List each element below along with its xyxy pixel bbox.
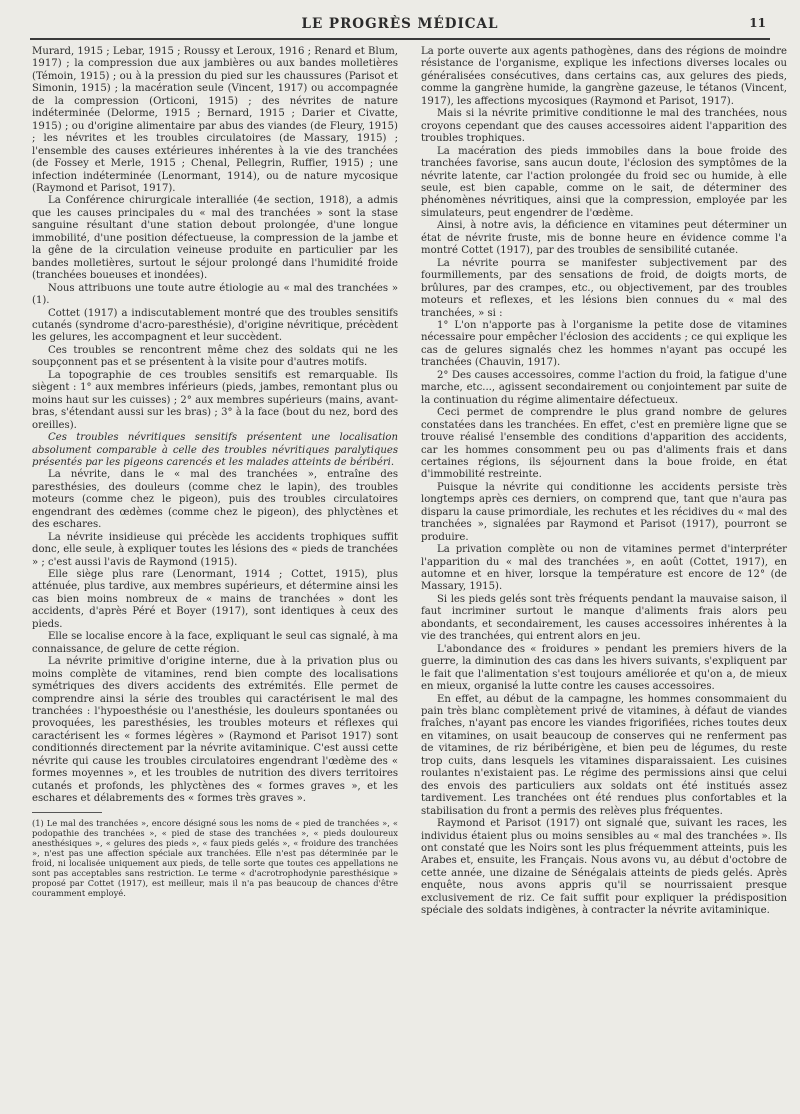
paragraph-italic: Ces troubles névritiques sensitifs présentent une localisation absolument comparable à celle des troubles névritiques paralytiques présentés par les pigeons carencés et les malades atteints de béribéri.: [32, 432, 398, 468]
paragraph: La topographie de ces troubles sensitifs est remarquable. Ils siègent : 1° aux membres inférieurs (pieds, jambes, remontant plus ou moins haut sur les cuisses) ; 2° aux membres supérieurs (mains, avant-bras, s'étendant aussi sur les bras) ; 3° à la face (bout du nez, bord des oreilles).: [32, 369, 398, 431]
paragraph: La porte ouverte aux agents pathogènes, dans des régions de moindre résistance de l'organisme, explique les infections diverses locales ou généralisées consécutives, dans certains cas, aux gelures des pieds, comme la gangrène humide, la gangrène gazeuse, le tétanos (Vincent, 1917), les affections mycosiques (Raymond et Parisot, 1917).: [421, 46, 787, 107]
footnote-divider: [32, 812, 102, 813]
paragraph: La Conférence chirurgicale interalliée (4e section, 1918), a admis que les causes principales du « mal des tranchées » sont la stase sanguine résultant d'une station debout prolongée, d'une longue immobilité, d'une position défectueuse, la compression de la jambe et la gêne de la circulation veineuse produite en particulier par les bandes molletières, surtout le séjour prolongé dans l'humidité froide (tranchées boueuses et inondées).: [32, 195, 398, 282]
page-number: 11: [749, 16, 766, 30]
paragraph: Mais si la névrite primitive conditionne le mal des tranchées, nous croyons cependant que des causes accessoires aident l'apparition des troubles trophiques.: [421, 108, 787, 145]
paragraph: En effet, au début de la campagne, les hommes consommaient du pain très blanc complètement privé de vitamines, à défaut de viandes fraîches, n'ayant pas encore les viandes frigorifiées, riches toutes deux en vitamines, on usait beaucoup de conserves qui ne renferment pas de vitamines, de riz béribérigène, et bien peu de légumes, du reste trop cuits, dans lesquels les vitamines disparaissaient. Les cuisines roulantes n'existaient pas. Le régime des permissions ainsi que celui des envois des particuliers aux soldats ont été institués assez tardivement. Les tranchées ont été rendues plus confortables et la stabilisation du front a permis des relèves plus fréquentes.: [421, 693, 787, 817]
paragraph: La névrite primitive d'origine interne, due à la privation plus ou moins complète de vitamines, rend bien compte des localisations symétriques des divers accidents des extrémités. Elle permet de comprendre ainsi la série des troubles qui caractérisent le mal des tranchées : l'hypoesthésie ou l'anesthésie, les douleurs spontanées ou provoquées, les paresthésies, les troubles moteurs et réflexes qui caractérisent les « formes légères » (Raymond et Parisot 1917) sont conditionnés directement par la névrite avitaminique. C'est aussi cette névrite qui cause les troubles circulatoires engendrant l'œdème des « formes moyennes », et les troubles de nutrition des divers territoires cutanés et profonds, les phlyctènes des « formes graves », et les eschares et délabrements des « formes très graves ».: [32, 656, 398, 805]
paragraph: Elle siège plus rare (Lenormant, 1914 ; Cottet, 1915), plus atténuée, plus tardive, aux membres supérieurs, et détermine ainsi les cas bien moins nombreux de « mains de tranchées » dont les accidents, d'après Péré et Boyer (1917), sont identiques à ceux des pieds.: [32, 569, 398, 630]
footnote: (1) Le mal des tranchées », encore désigné sous les noms de « pied de tranchées », « podopathie des tranchées », « pied de stase des tranchées », « pieds douloureux anesthésiques », « gelures des pieds », « faux pieds gelés », « froidure des tranchées », n'est pas une affection spéciale aux tranchées. Elle n'est pas déterminée par le froid, ni localisée uniquement aux pieds, de telle sorte que toutes ces appellations ne sont pas acceptables sans restriction. Le terme « d'acrotrophodynie paresthésique » proposé par Cottet (1917), est meilleur, mais il n'a pas beaucoup de chances d'être couramment employé.: [32, 817, 398, 898]
right-column: [421, 46, 787, 918]
paragraph: La macération des pieds immobiles dans la boue froide des tranchées favorise, sans aucun doute, l'éclosion des symptômes de la névrite latente, car l'action prolongée du froid sec ou humide, à elle seule, est bien capable, comme on le sait, de déterminer des phénomènes névritiques, ainsi que la compression, employée par les simulateurs, peut engendrer de l'œdème.: [421, 145, 787, 219]
paragraph: Puisque la névrite qui conditionne les accidents persiste très longtemps après ces derniers, on comprend que, tant que n'aura pas disparu la cause primordiale, les rechutes et les récidives du « mal des tranchées », signalées par Raymond et Parisot (1917), pourront se produire.: [421, 481, 787, 543]
paragraph: 2° Des causes accessoires, comme l'action du froid, la fatigue d'une marche, etc..., agissent secondairement ou conjointement par suite de la continuation du régime alimentaire défectueux.: [421, 369, 787, 406]
paragraph: La privation complète ou non de vitamines permet d'interpréter l'apparition du « mal des tranchées », en août (Cottet, 1917), en automne et en hiver, lorsque la température est encore de 12° (de Massary, 1915).: [421, 544, 787, 593]
paragraph: Ceci permet de comprendre le plus grand nombre de gelures constatées dans les tranchées. En effet, c'est en première ligne que se trouve réalisé l'ensemble des conditions d'apparition des accidents, car les hommes consomment peu ou pas d'aliments frais et dans certaines régions, ils séjournent dans la boue froide, en état d'immobilité restreinte.: [421, 407, 787, 481]
paragraph: Elle se localise encore à la face, expliquant le seul cas signalé, à ma connaissance, de gelure de cette région.: [32, 631, 398, 655]
paragraph: Murard, 1915 ; Lebar, 1915 ; Roussy et Leroux, 1916 ; Renard et Blum, 1917) ; la compression due aux jambières ou aux bandes molletières (Témoin, 1915) ; ou à la pression du pied sur les chaussures (Parisot et Simonin, 1915) ; la macération seule (Vincent, 1917) ou accompagnée de la compression (Orticoni, 1915) ; des névrites de nature indéterminée (Delorme, 1915 ; Bernard, 1915 ; Darier et Civatte, 1915) ; ou d'origine alimentaire par abus des viandes (de Fleury, 1915) ; les névrites et les troubles circulatoires (de Massary, 1915) ; l'ensemble des causes extérieures inhérentes à la vie des tranchées (de Fossey et Merle, 1915 ; Chenal, Pellegrin, Ruffier, 1915) ; une infection indéterminée (Lenormant, 1914), ou de nature mycosique (Raymond et Parisot, 1917).: [32, 46, 398, 194]
paragraph: La névrite pourra se manifester subjectivement par des fourmillements, par des sensations de froid, de doigts morts, de brûlures, par des crampes, etc., ou objectivement, par des troubles moteurs et reflexes, et les lésions bien connues du « mal des tranchées, » si :: [421, 257, 787, 319]
paragraph: Si les pieds gelés sont très fréquents pendant la mauvaise saison, il faut incriminer surtout le manque d'aliments frais alors peu abondants, et secondairement, les causes accessoires inhérentes à la vie des tranchées, qui entrent alors en jeu.: [421, 593, 787, 643]
paragraph: Nous attribuons une toute autre étiologie au « mal des tranchées » (1).: [32, 282, 398, 307]
paragraph: 1° L'on n'apporte pas à l'organisme la petite dose de vitamines nécessaire pour empêcher l'éclosion des accidents ; ce qui explique les cas de gelures signalés chez les hommes n'ayant pas occupé les tranchées (Chauvin, 1917).: [421, 319, 787, 369]
running-head: [30, 10, 770, 40]
paragraph: L'abondance des « froidures » pendant les premiers hivers de la guerre, la diminution des cas dans les hivers suivants, s'expliquent par le fait que l'alimentation s'est toujours améliorée et qu'on a, de mieux en mieux, organisé la lutte contre les causes accessoires.: [421, 643, 787, 693]
paragraph: Ces troubles se rencontrent même chez des soldats qui ne les soupçonnent pas et se présentent à la visite pour d'autres motifs.: [32, 344, 398, 369]
left-column: [32, 46, 398, 898]
paragraph: La névrite insidieuse qui précède les accidents trophiques suffit donc, elle seule, à expliquer toutes les lésions des « pieds de tranchées » ; c'est aussi l'avis de Raymond (1915).: [32, 531, 398, 568]
paragraph: La névrite, dans le « mal des tranchées », entraîne des paresthésies, des douleurs (comme chez le lapin), des troubles moteurs (comme chez le pigeon), puis des troubles circulatoires engendrant des œdèmes (comme chez le pigeon), des phlyctènes et des eschares.: [32, 469, 398, 531]
journal-title: LE PROGRÈS MÉDICAL: [301, 16, 499, 32]
paragraph: Ainsi, à notre avis, la déficience en vitamines peut déterminer un état de névrite fruste, mis de bonne heure en évidence comme l'a montré Cottet (1917), par des troubles de sensibilité cutanée.: [421, 220, 787, 257]
paragraph: Raymond et Parisot (1917) ont signalé que, suivant les races, les individus étaient plus ou moins sensibles au « mal des tranchées ». Ils ont constaté que les Noirs sont les plus fréquemment atteints, puis les Arabes et, ensuite, les Français. Nous avons vu, au début d'octobre de cette année, une dizaine de Sénégalais atteints de pieds gelés. Après enquête, nous avons appris qu'il se nourrissaient presque exclusivement de riz. Ce fait suffit pour expliquer la prédisposition spéciale des soldats indigènes, à contracter la névrite avitaminique.: [421, 818, 787, 917]
paragraph: Cottet (1917) a indiscutablement montré que des troubles sensitifs cutanés (syndrome d'acro-paresthésie), d'origine névritique, précèdent les gelures, les accompagnent et leur succèdent.: [32, 307, 398, 344]
